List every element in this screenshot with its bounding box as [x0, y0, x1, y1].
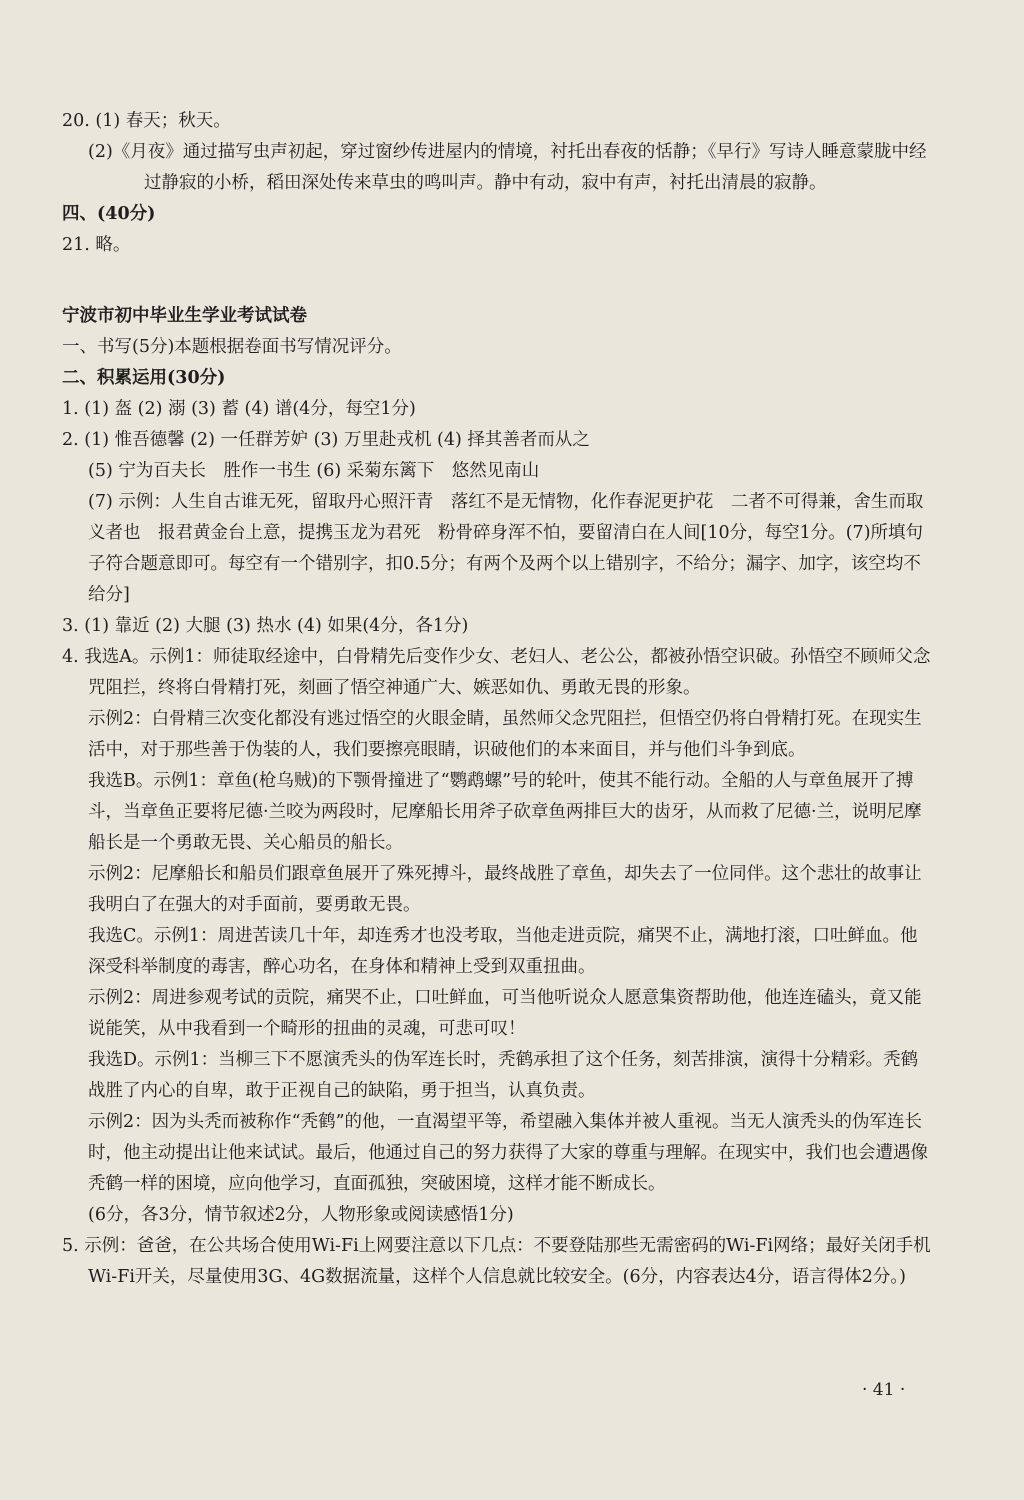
answer-4-a-1: 4. 我选A。示例1：师徒取经途中，白骨精先后变作少女、老妇人、老公公，都被孙悟空识破。孙悟空不顾师父念咒阻拦，终将白骨精打死，刻画了悟空神通广大、嫉恶如仇、勇敢无畏的形象。 — [62, 647, 931, 698]
answer-4-scoring: (6分，各3分，情节叙述2分，人物形象或阅读感悟1分) — [88, 1205, 514, 1225]
section-two-heading: 二、积累运用(30分) — [62, 368, 226, 388]
section-four-heading: 四、(40分) — [62, 204, 156, 224]
section-one: 一、书写(5分)本题根据卷面书写情况评分。 — [62, 337, 402, 357]
answer-content — [62, 106, 932, 1293]
answer-4-b-1: 我选B。示例1：章鱼(枪乌贼)的下颚骨撞进了“鹦鹉螺”号的轮叶，使其不能行动。全船的人与章鱼展开了搏斗，当章鱼正要将尼德·兰咬为两段时，尼摩船长用斧子砍章鱼两排巨大的齿牙，从而救了尼德·兰，说明尼摩船长是一个勇敢无畏、关心船员的船长。 — [88, 771, 922, 853]
answer-4-d-1: 我选D。示例1：当柳三下不愿演秃头的伪军连长时，秃鹤承担了这个任务，刻苦排演，演得十分精彩。秃鹤战胜了内心的自卑，敢于正视自己的缺陷，勇于担当，认真负责。 — [88, 1050, 919, 1101]
exam-title: 宁波市初中毕业生学业考试试卷 — [62, 306, 307, 326]
answer-4-c-2: 示例2：周进参观考试的贡院，痛哭不止，口吐鲜血，可当他听说众人愿意集资帮助他，他连连磕头，竟又能说能笑，从中我看到一个畸形的扭曲的灵魂，可悲可叹！ — [88, 988, 922, 1039]
section-gap — [62, 261, 932, 301]
answer-20-1: 20. (1) 春天；秋天。 — [62, 111, 231, 131]
answer-4-d-2: 示例2：因为头秃而被称作“秃鹤”的他，一直渴望平等，希望融入集体并被人重视。当无人演秃头的伪军连长时，他主动提出让他来试试。最后，他通过自己的努力获得了大家的尊重与理解。在现实中，我们也会遭遇像秃鹤一样的困境，应向他学习，直面孤独，突破困境，这样才能不断成长。 — [88, 1112, 928, 1194]
answer-2-b: (5) 宁为百夫长 胜作一书生 (6) 采菊东篱下 悠然见南山 — [88, 461, 540, 481]
answer-5: 5. 示例：爸爸，在公共场合使用Wi-Fi上网要注意以下几点：不要登陆那些无需密码的Wi-Fi网络；最好关闭手机Wi-Fi开关，尽量使用3G、4G数据流量，这样个人信息就比较安全。(6分，内容表达4分，语言得体2分。) — [62, 1236, 931, 1287]
answer-4-c-1: 我选C。示例1：周进苦读几十年，却连秀才也没考取，当他走进贡院，痛哭不止，满地打滚，口吐鲜血。他深受科举制度的毒害，醉心功名，在身体和精神上受到双重扭曲。 — [88, 926, 918, 977]
answer-21: 21. 略。 — [62, 235, 131, 255]
answer-20-2: (2)《月夜》通过描写虫声初起，穿过窗纱传进屋内的情境，衬托出春夜的恬静；《早行》写诗人睡意蒙胧中经过静寂的小桥，稻田深处传来草虫的鸣叫声。静中有动，寂中有声，衬托出清晨的寂静。 — [88, 142, 927, 193]
answer-3: 3. (1) 靠近 (2) 大腿 (3) 热水 (4) 如果(4分，各1分) — [62, 616, 469, 636]
answer-2-c: (7) 示例：人生自古谁无死，留取丹心照汗青 落红不是无情物，化作春泥更护花 二者不可得兼，舍生而取义者也 报君黄金台上意，提携玉龙为君死 粉骨碎身浑不怕，要留清白在人间[10分，每空1分。(7)所填句子符合题意即可。每空有一个错别字，扣0.5分；有两个及两个以上错别字，不给分；漏字、加字，该空均不给分] — [88, 492, 924, 605]
answer-1: 1. (1) 盔 (2) 溺 (3) 蓄 (4) 谱(4分，每空1分) — [62, 399, 416, 419]
page-number: · 41 · — [862, 1380, 906, 1400]
answer-2-a: 2. (1) 惟吾德馨 (2) 一任群芳妒 (3) 万里赴戎机 (4) 择其善者而从之 — [62, 430, 590, 450]
answer-4-b-2: 示例2：尼摩船长和船员们跟章鱼展开了殊死搏斗，最终战胜了章鱼，却失去了一位同伴。这个悲壮的故事让我明白了在强大的对手面前，要勇敢无畏。 — [88, 864, 922, 915]
answer-4-a-2: 示例2：白骨精三次变化都没有逃过悟空的火眼金睛，虽然师父念咒阻拦，但悟空仍将白骨精打死。在现实生活中，对于那些善于伪装的人，我们要擦亮眼睛，识破他们的本来面目，并与他们斗争到底。 — [88, 709, 922, 760]
